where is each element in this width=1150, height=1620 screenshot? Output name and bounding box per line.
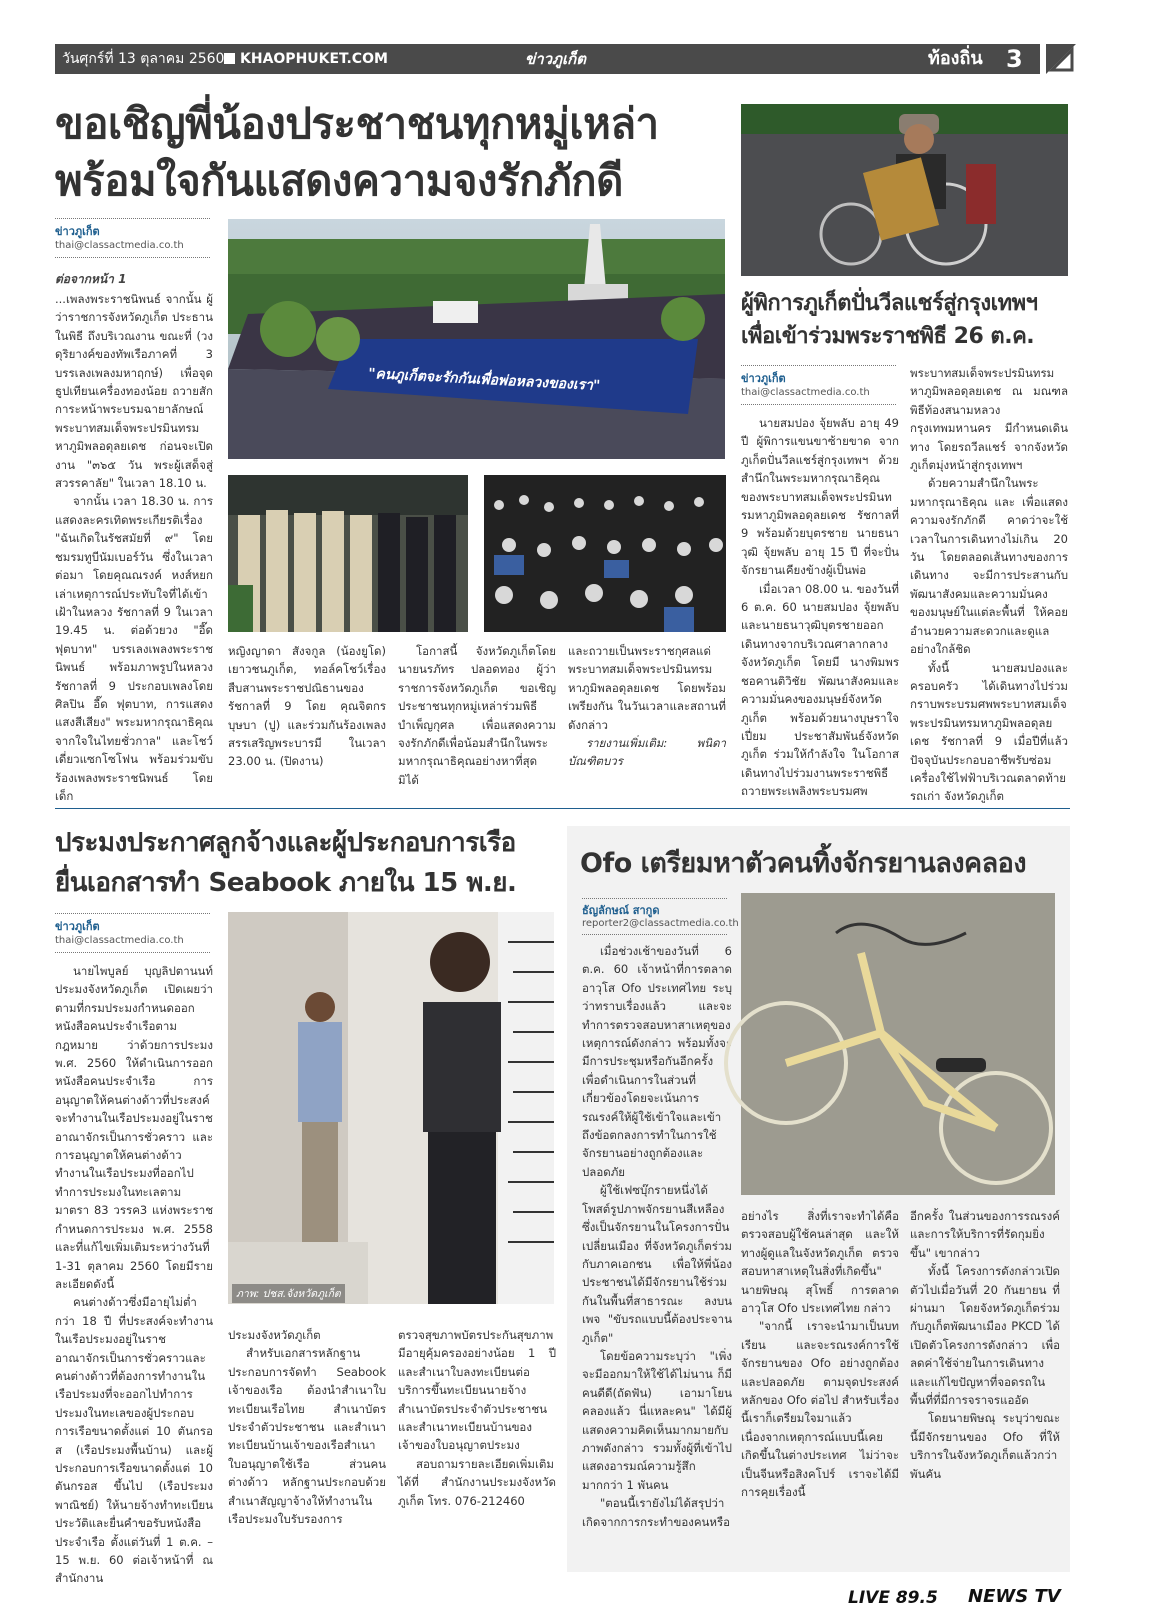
crowd-photo xyxy=(484,475,726,632)
article2-byline-name: ข่าวภูเก็ต xyxy=(741,372,786,385)
lineup-photo xyxy=(228,912,554,1304)
article1-column-2 xyxy=(228,642,386,782)
header-date: วันศุกร์ที่ 13 ตุลาคม 2560 xyxy=(62,51,225,67)
article2-headline-line2: เพื่อเข้าร่วมพระราชพิธี 26 ต.ค. xyxy=(741,324,1035,349)
article1-column-3 xyxy=(398,642,556,787)
article4-col1-para4: "ตอนนี้เรายังไม่ได้สรุปว่าเกิดจากการกระทำของคนหรือ xyxy=(582,1496,731,1529)
article2-column-2 xyxy=(910,364,1068,804)
bicycle-in-canal-photo xyxy=(741,893,1055,1195)
article3-headline-line2: ยื่นเอกสารทำ Seabook ภายใน 15 พ.ย. xyxy=(55,868,517,898)
article3-col2-para2: สำหรับเอกสารหลักฐานประกอบการจัดทำ Seabook เจ้าของเรือ ต้องนำสำเนาใบทะเบียนเรือไทย สำเนาบัตรประจำตัวประชาชน และสำเนาทะเบียนบ้านเจ้าของเรือสำเนาใบอนุญาตใช้เรือ ส่วนคนต่างด้าว หลักฐานประกอบด้วยสำเนาสัญญาจ้างให้ทำงานในเรือประมงใบรับรองการ xyxy=(228,1346,386,1527)
header-logo: ข่าวภูเก็ต xyxy=(525,50,586,68)
article2-column-1 xyxy=(741,414,899,799)
header-site: KHAOPHUKET.COM xyxy=(240,51,388,67)
article2-byline-email: thai@classactmedia.co.th xyxy=(741,387,870,398)
article4-col1-para1: เมื่อช่วงเช้าของวันที่ 6 ต.ค. 60 เจ้าหน้าที่การตลาดอาวุโส Ofo ประเทศไทย ระบุว่าทราบเรื่องแล้ว และจะทำการตรวจสอบหาสาเหตุของเหตุการณ์ดังกล่าว พร้อมทั้งจะมีการประชุมหรือกันอีกครั้ง เพื่อดำเนินการในส่วนที่เกี่ยวข้องโดยจะเน้นการรณรงค์ให้ผู้ใช้เข้าใจและเข้าถึงข้อตกลงการทำในการใช้จักรยานอย่างถูกต้องและปลอดภัย xyxy=(582,944,732,1179)
banner-text: "คนภูเก็ตจะรักกันเพื่อพ่อหลวงของเรา" xyxy=(367,365,601,395)
article1-col1-para1: ...เพลงพระราชนิพนธ์ จากนั้น ผู้ว่าราชการจังหวัดภูเก็ต ประธานในพิธี ถึงบริเวณงาน ขณะที่ (วงดุริยางค์ของทัพเรือภาคที่ 3 บรรเลงเพลงมหาฤกษ์) เพื่อจุดธูปเทียนเครื่องทองน้อย ถวายสักการะหน้าพระบรมฉายาลักษณ์พระบาทสมเด็จพระปรมินทรมหาภูมิพลอดุลยเดช ก่อนจะเปิดงาน "๓๖๕ วัน พระผู้เสด็จสู่สวรรคาลัย" ในเวลา 18.10 น. xyxy=(55,292,213,491)
article3-col1-para1: นายไพบูลย์ บุญลิปตานนท์ ประมงจังหวัดภูเก็ต เปิดเผยว่า ตามที่กรมประมงกำหนดออกหนังสือคนประจำเรือตามกฎหมาย ว่าด้วยการประมง พ.ศ. 2560 ให้ดำเนินการออกหนังสือคนประจำเรือ การอนุญาตให้คนต่างด้าวที่ประสงค์จะทำงานในเรือประมงอยู่ในราชอาณาจักรเป็นการชั่วคราว และการอนุญาตให้คนต่างด้าวทำงานในเรือประมงที่ออกไปทำการประมงในทะเลตามมาตรา 83 วรรค3 แห่งพระราชกำหนดการประมง พ.ศ. 2558 และที่แก้ไขเพิ่มเติมระหว่างวันที่ 1-31 ตุลาคม 2560 โดยมีรายละเอียดดังนี้ xyxy=(55,964,213,1291)
article3-col1-para2: คนต่างด้าวซึ่งมีอายุไม่ต่ำกว่า 18 ปี ที่ประสงค์จะทำงานในเรือประมงอยู่ในราชอาณาจักรเป็นการชั่วคราวและคนต่างด้าวที่ต้องการทำงานในเรือประมงที่จะออกไปทำการประมงในทะเลของผู้ประกอบการเรือขนาดตั้งแต่ 10 ตันกรอส (เรือประมงพื้นบ้าน) และผู้ประกอบการเรือขนาดตั้งแต่ 10 ตันกรอส ขึ้นไป (เรือประมงพาณิชย์) ให้นายจ้างทำทะเบียนประวัติและยื่นคำขอรับหนังสือประจำเรือ ตั้งแต่วันที่ 1 ต.ค. – 15 พ.ย. 60 ต่อเจ้าหน้าที่ ณ สำนักงาน xyxy=(55,1295,213,1586)
article4-column-3 xyxy=(910,1207,1060,1570)
article1-col3-para: โอกาสนี้ จังหวัดภูเก็ตโดยนายนรภัทร ปลอดทอง ผู้ว่าราชการจังหวัดภูเก็ต ขอเชิญประชาชนทุกหมู่เหล่าร่วมพิธีบำเพ็ญกุศล เพื่อแสดงความจงรักภักดีเพื่อน้อมสำนึกในพระมหากรุณาธิคุณอย่างหาที่สุดมิได้ xyxy=(398,644,556,787)
article3-col3-para1: ตรวจสุขภาพบัตรประกันสุขภาพ มีอายุคุ้มครองอย่างน้อย 1 ปี และสำเนาใบลงทะเบียนต่อบริการขึ้นทะเบียนนายจ้าง สำเนาบัตรประจำตัวประชาชน และสำเนาทะเบียนบ้านของเจ้าของใบอนุญาตประมง xyxy=(398,1328,556,1453)
article2-headline-line1: ผู้พิการภูเก็ตปั่นวีลแชร์สู่กรุงเทพฯ xyxy=(741,291,1038,316)
article1-headline-line2: พร้อมใจกันแสดงความจงรักภักดี xyxy=(55,156,623,205)
article1-byline-name: ข่าวภูเก็ต xyxy=(55,225,100,238)
article1-continued: ต่อจากหน้า 1 xyxy=(55,272,127,286)
article3-column-1 xyxy=(55,962,213,1586)
main-ceremony-photo xyxy=(228,219,725,459)
article3-column-2 xyxy=(228,1326,386,1571)
officials-photo xyxy=(228,475,468,632)
article4-column-2 xyxy=(741,1207,899,1570)
wheelchair-photo xyxy=(741,104,1068,276)
article4-col3-para3: โดยนายพิษณุ ระบุว่าขณะนี้มีจักรยานของ Ofo ที่ให้บริการในจังหวัดภูเก็ตแล้วกว่าพันคัน xyxy=(910,1411,1060,1481)
article1-col1-para2: จากนั้น เวลา 18.30 น. การแสดงละครเทิดพระเกียรติเรื่อง "ฉันเกิดในรัชสมัยที่ ๙" โดยชมรมทูบีนัมเบอร์วัน ซึ่งในเวลาต่อมา โดยคุณณรงค์ หงส์หยก เล่าเหตุการณ์ประทับใจที่ได้เข้าเฝ้าในหลวง รัชกาลที่ 9 ในเวลา 19.45 น. ต่อด้วยวง "อี๊ด ฟุตบาท" บรรเลงเพลงพระราชนิพนธ์ พร้อมภาพรูปในหลวงรัชกาลที่ 9 ประกอบเพลงโดยศิลปิน อี๊ด ฟุตบาท, การแสดงแสงสีเสียง" พระมหากรุณาธิคุณจากใจในไทยชั่วกาล" และโชว์เดี่ยวแซกโซโฟน พร้อมร่วมขับร้องเพลงพระราชนิพนธ์ โดย เด็ก xyxy=(55,494,213,803)
article1-col4-para: และถวายเป็นพระราชกุศลแด่พระบาทสมเด็จพระปรมินทรมหาภูมิพลอดุลยเดช โดยพร้อมเพรียงกัน ในวันเวลาและสถานที่ดังกล่าว xyxy=(568,644,726,732)
divider xyxy=(55,952,210,953)
footer-logo-newstv: NEWS TV xyxy=(968,1586,1061,1607)
divider xyxy=(582,934,727,935)
article1-col2-para: หญิงญาดา สังจกูล (น้องยูโด) เยาวชนภูเก็ต, ทอล์คโชว์เรื่องสืบสานพระราชปณิธานของรัชกาลที่ 9 โดย คุณจิตกร บุษบา (ปู) และร่วมกันร้องเพลงสรรเสริญพระบารมี ในเวลา 23.00 น. (ปิดงาน) xyxy=(228,644,386,769)
article2-col1-para1: นายสมปอง จุ้ยพลับ อายุ 49 ปี ผู้พิการแขนขาซ้ายขาด จากภูเก็ตปั่นวีลแชร์สู่กรุงเทพฯ ด้วยสำนึกในพระมหากรุณาธิคุณของพระบาทสมเด็จพระปรมินทรมหาภูมิพลอดุลยเดช รัชกาลที่ 9 พร้อมด้วยบุตรชาย นายธนาวุฒิ จุ้ยพลับ อายุ 15 ปี ที่จะปั่นจักรยานเคียงข้างผู้เป็นพ่อ xyxy=(741,416,899,578)
article4-headline: Ofo เตรียมหาตัวคนทิ้งจักรยานลงคลอง xyxy=(580,848,1027,879)
divider xyxy=(55,218,210,219)
article2-col1-para2: เมื่อเวลา 08.00 น. ของวันที่ 6 ต.ค. 60 นายสมปอง จุ้ยพลับ และนายธนาวุฒิบุตรชายออกเดินทางจากบริเวณศาลากลางจังหวัดภูเก็ต โดยมี นางพิมพร ชอคานติวิชัย พัฒนาสังคมและความมั่นคงของมนุษย์จังหวัดภูเก็ต พร้อมด้วยนางบุษราใจเปี่ยม ประชาสัมพันธ์จังหวัดภูเก็ต ร่วมให้กำลังใจ ในโอกาสเดินทางไปร่วมงานพระราชพิธีถวายพระเพลิงพระบรมศพ xyxy=(741,581,899,799)
article4-col3-para1: อีกครั้ง ในส่วนของการรณรงค์และการให้บริการที่รัดกุมยิ่งขึ้น" เขากล่าว xyxy=(910,1209,1060,1260)
article4-col3-para2: ทั้งนี้ โครงการดังกล่าวเปิดตัวไปเมื่อวันที่ 20 กันยายน ที่ผ่านมา โดยจังหวัดภูเก็ตร่วมกับภูเก็ตพัฒนาเมือง PKCD ได้เปิดตัวโครงการดังกล่าว เพื่อลดค่าใช้จ่ายในการเดินทางและแก้ไขปัญหาที่จอดรถในพื้นที่ที่มีการจราจรแออัด xyxy=(910,1264,1060,1408)
divider xyxy=(741,365,896,366)
article4-col2-para1: อย่างไร สิ่งที่เราจะทำได้คือตรวจสอบผู้ใช้คนล่าสุด และให้ทางผู้ดูแลในจังหวัดภูเก็ต ตรวจสอบหาสาเหตุในสิ่งที่เกิดขึ้น" นายพิษณุ สุโพธิ์ การตลาดอาวุโส Ofo ประเทศไทย กล่าว xyxy=(741,1209,899,1316)
article1-column-4 xyxy=(568,642,726,782)
divider xyxy=(55,257,210,258)
article4-byline-email: reporter2@classactmedia.co.th xyxy=(582,918,739,929)
corner-arrow-icon xyxy=(1046,44,1076,74)
header-section: ท้องถิ่น xyxy=(928,48,983,69)
article3-column-3 xyxy=(398,1326,556,1571)
footer-logo-live: LIVE 89.5 xyxy=(848,1588,938,1608)
article3-byline-email: thai@classactmedia.co.th xyxy=(55,935,184,946)
section-divider xyxy=(55,808,1070,809)
article3-headline-line1: ประมงประกาศลูกจ้างและผู้ประกอบการเรือ xyxy=(55,828,516,858)
article2-col2-para3: ทั้งนี้ นายสมปองและครอบครัว ได้เดินทางไปร่วมกราบพระบรมศพพระบาทสมเด็จพระปรมินทรมหาภูมิพลอดุลยเดช รัชกาลที่ 9 เมื่อปีที่แล้ว ปัจจุบันประกอบอาชีพรับซ่อมเครื่องใช้ไฟฟ้าบริเวณตลาดท้ายรถเก่า จังหวัดภูเก็ต xyxy=(910,660,1068,804)
photo-credit: ภาพ: ปชส.จังหวัดภูเก็ต xyxy=(232,1284,345,1303)
article3-col3-para2: สอบถามรายละเอียดเพิ่มเติมได้ที่ สำนักงานประมงจังหวัดภูเก็ต โทร. 076-212460 xyxy=(398,1456,556,1508)
article1-col4-credit: รายงานเพิ่มเติม: พนิดา บัณฑิตบวร xyxy=(568,736,726,769)
article4-col2-para2: "จากนี้ เราจะนำมาเป็นบทเรียน และจะรณรงค์การใช้จักรยานของ Ofo อย่างถูกต้องและปลอดภัย ตามจุดประสงค์หลักของ Ofo ต่อไป สำหรับเรื่องนี้เราก็เตรียมใจมาแล้ว เนื่องจากเหตุการณ์แบบนี้เคยเกิดขึ้นในต่างประเทศ ไม่ว่าจะเป็นจีนหรือสิงคโปร์ เราจะได้มีการคุยเรื่องนี้ xyxy=(741,1319,899,1500)
header-square-icon xyxy=(224,53,235,64)
article2-col2-para2: ด้วยความสำนึกในพระมหากรุณาธิคุณ และ เพื่อแสดงความจงรักภักดี คาดว่าจะใช้เวลาในการเดินทางไม่เกิน 20 วัน โดยตลอดเส้นทางของการเดินทาง จะมีการประสานกับพัฒนาสังคมและความมั่นคงของมนุษย์ในแต่ละพื้นที่ ให้คอยอำนวยความสะดวกและดูแลอย่างใกล้ชิด xyxy=(910,476,1068,657)
divider xyxy=(55,913,210,914)
article1-byline-email: thai@classactmedia.co.th xyxy=(55,240,184,251)
article4-column-1 xyxy=(582,942,732,1570)
article1-headline-line1: ขอเชิญพี่น้องประชาชนทุกหมู่เหล่า xyxy=(55,99,659,148)
article4-col1-para3: โดยข้อความระบุว่า "เพิ่งจะมีออกมาให้ใช้ได้ไม่นาน ก็มีคนดีดี(ถัดฟัน) เอามาโยนคลองแล้ว นี่แหละคน" ได้มีผู้แสดงความคิดเห็นมากมายกับภาพดังกล่าว รวมทั้งผู้ที่เข้าไปแสดงอารมณ์ความรู้สึกมากกว่า 1 พันคน xyxy=(582,1348,732,1492)
article4-col1-para2: ผู้ใช้เฟซบุ๊กรายหนึ่งได้โพสต์รูปภาพจักรยานสีเหลือง ซึ่งเป็นจักรยานในโครงการปั่นเปลี่ยนเมือง ที่จังหวัดภูเก็ตร่วมกับภาคเอกชน เพื่อให้พี่น้องประชาชนได้มีจักรยานใช้ร่วมกันในพื้นที่สาธารณะ ลงบนเพจ "ขับรถแบบนี้ต้องประจานภูเก็ต" xyxy=(582,1183,732,1345)
divider xyxy=(741,404,896,405)
header-page-number: 3 xyxy=(1006,45,1023,73)
article3-col2-para1: ประมงจังหวัดภูเก็ต xyxy=(228,1328,321,1342)
article1-column-1 xyxy=(55,290,213,803)
article2-col2-para1: พระบาทสมเด็จพระปรมินทรมหาภูมิพลอดุลยเดช ณ มณฑลพิธีท้องสนามหลวง กรุงเทพมหานคร มีกำหนดเดินทาง โดยรถวีลแชร์ จากจังหวัดภูเก็ตมุ่งหน้าสู่กรุงเทพฯ xyxy=(910,366,1068,473)
article4-byline-name: ธัญลักษณ์ สากูด xyxy=(582,904,660,917)
divider xyxy=(582,898,727,899)
article3-byline-name: ข่าวภูเก็ต xyxy=(55,920,100,933)
